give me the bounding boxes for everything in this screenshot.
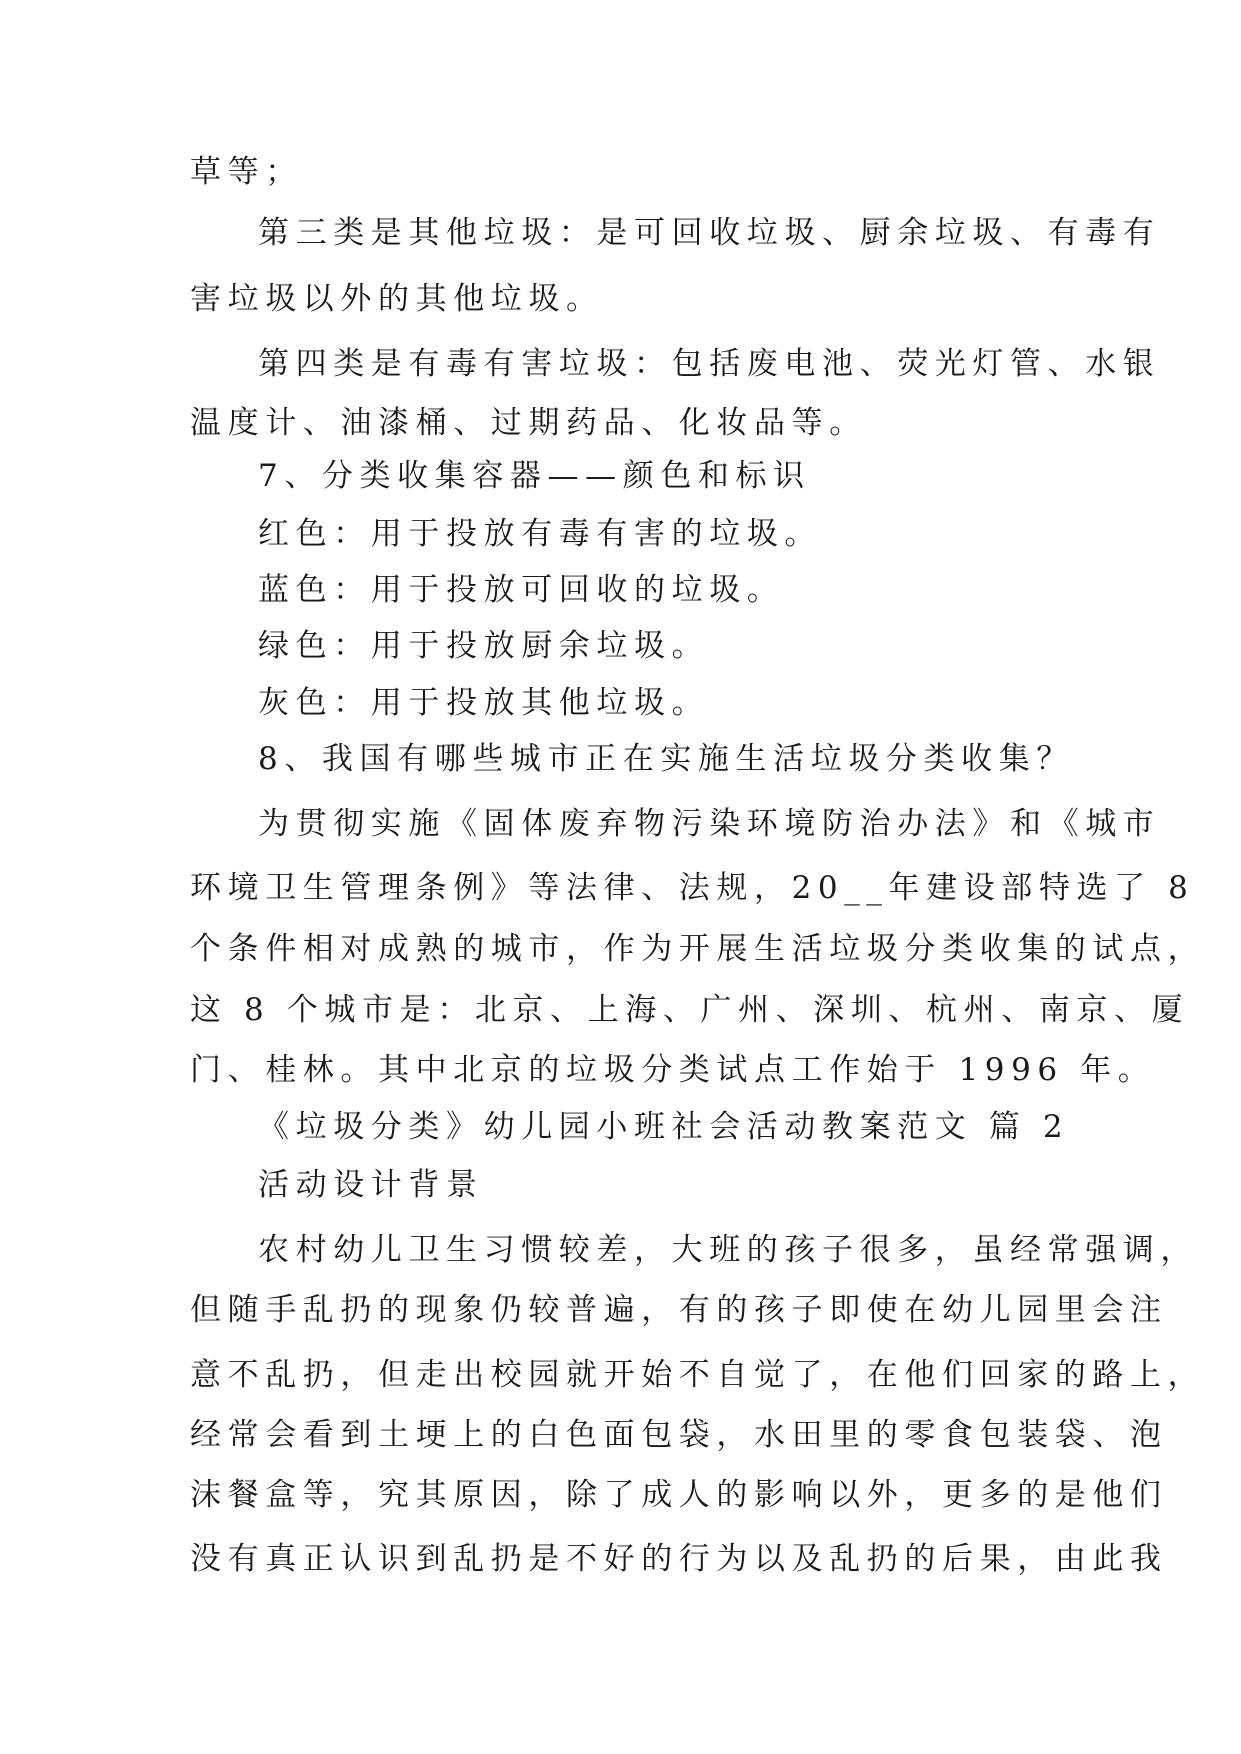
text-line: 门、桂林。其中北京的垃圾分类试点工作始于 1996 年。 <box>190 1052 1156 1088</box>
section-heading: 7、分类收集容器——颜色和标识 <box>258 458 811 494</box>
text-line: 第三类是其他垃圾：是可回收垃圾、厨余垃圾、有毒有 <box>258 215 1161 251</box>
text-line: 蓝色：用于投放可回收的垃圾。 <box>258 572 785 608</box>
text-line: 但随手乱扔的现象仍较普遍，有的孩子即使在幼儿园里会注 <box>190 1292 1168 1328</box>
text-line: 害垃圾以外的其他垃圾。 <box>190 281 604 317</box>
article-title: 《垃圾分类》幼儿园小班社会活动教案范文 篇 2 <box>258 1109 1070 1145</box>
text-line: 环境卫生管理条例》等法律、法规，20__年建设部特选了 8 <box>190 870 1195 906</box>
text-line: 为贯彻实施《固体废弃物污染环境防治办法》和《城市 <box>258 806 1161 842</box>
text-line: 灰色：用于投放其他垃圾。 <box>258 685 710 721</box>
text-line: 没有真正认识到乱扔是不好的行为以及乱扔的后果，由此我 <box>190 1541 1168 1577</box>
text-line: 农村幼儿卫生习惯较差，大班的孩子很多，虽经常强调， <box>258 1232 1198 1268</box>
text-line: 经常会看到土埂上的白色面包袋，水田里的零食包装袋、泡 <box>190 1417 1168 1453</box>
text-line: 个条件相对成熟的城市，作为开展生活垃圾分类收集的试点， <box>190 931 1206 967</box>
text-line: 温度计、油漆桶、过期药品、化妆品等。 <box>190 405 867 441</box>
text-line: 沫餐盒等，究其原因，除了成人的影响以外，更多的是他们 <box>190 1477 1168 1513</box>
text-line: 意不乱扔，但走出校园就开始不自觉了，在他们回家的路上， <box>190 1357 1206 1393</box>
text-line: 草等； <box>190 154 303 190</box>
text-line: 红色：用于投放有毒有害的垃圾。 <box>258 516 822 552</box>
text-line: 绿色：用于投放厨余垃圾。 <box>258 628 710 664</box>
section-heading: 活动设计背景 <box>258 1167 484 1203</box>
section-heading: 8、我国有哪些城市正在实施生活垃圾分类收集？ <box>258 741 1074 777</box>
text-line: 这 8 个城市是：北京、上海、广州、深圳、杭州、南京、厦 <box>190 992 1190 1028</box>
text-line: 第四类是有毒有害垃圾：包括废电池、荧光灯管、水银 <box>258 346 1161 382</box>
